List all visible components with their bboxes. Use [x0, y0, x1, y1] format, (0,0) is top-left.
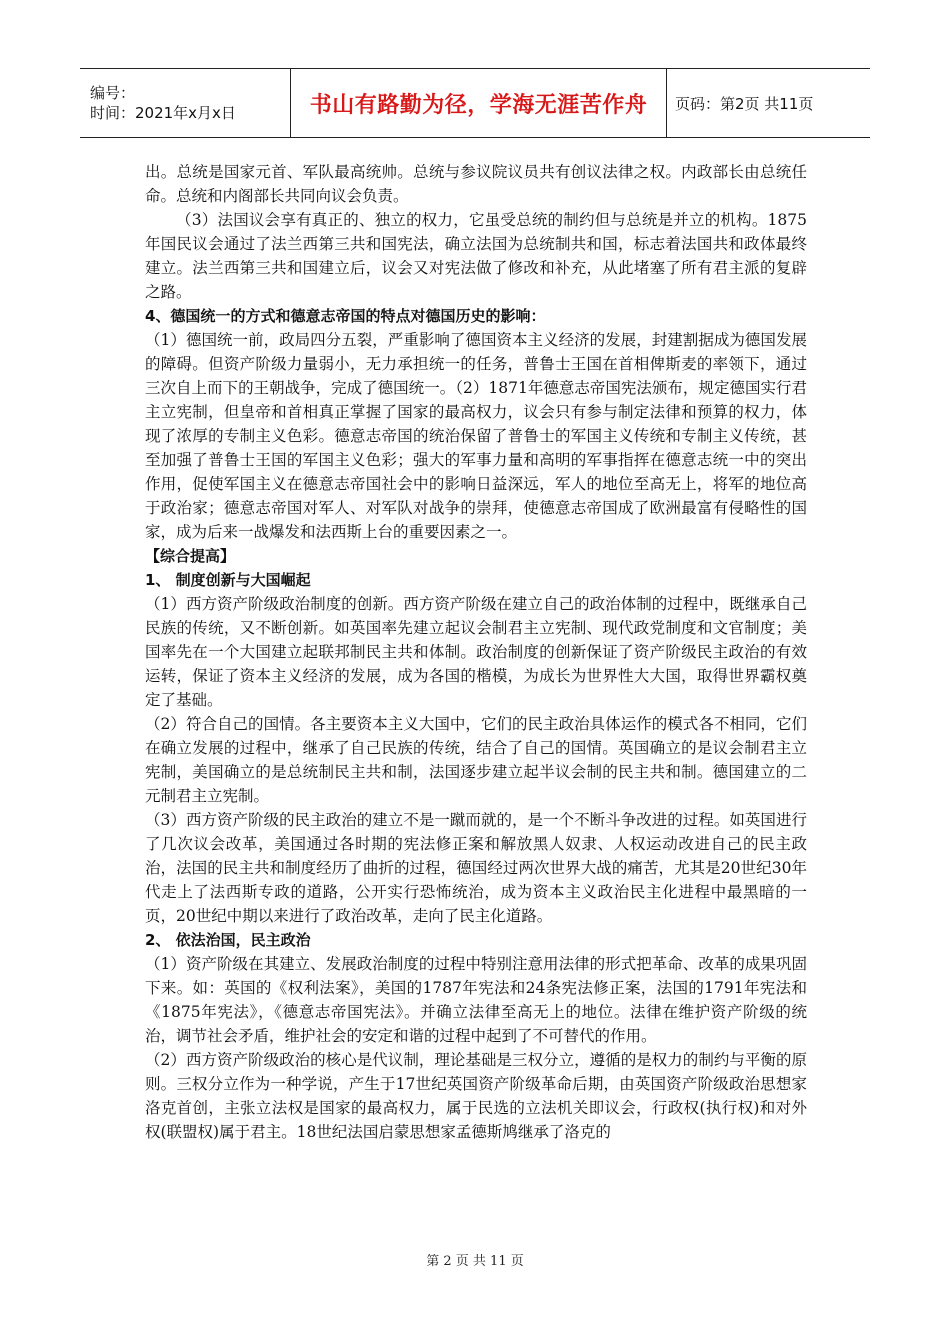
paragraph: （3）法国议会享有真正的、独立的权力，它虽受总统的制约但与总统是并立的机构。1875年国民议会通过了法兰西第三共和国宪法，确立法国为总统制共和国，标志着法国共和政体最终建立。法兰西第三共和国建立后，议会又对宪法做了修改和补充，从此堵塞了所有君主派的复辟之路。: [145, 211, 807, 301]
page-footer: 第 2 页 共 11 页: [426, 1254, 524, 1269]
paragraph: 出。总统是国家元首、军队最高统帅。总统与参议院议员共有创议法律之权。内政部长由总统任命。总统和内阁部长共同向议会负责。: [145, 163, 807, 205]
section-heading: 2、 依法治国，民主政治: [145, 931, 311, 949]
paragraph: （2）西方资产阶级政治的核心是代议制，理论基础是三权分立，遵循的是权力的制约与平衡的原则。三权分立作为一种学说，产生于17世纪英国资产阶级革命后期，由英国资产阶级政治思想家洛克首创，主张立法权是国家的最高权力，属于民选的立法机关即议会，行政权(执行权)和对外权(联盟权)属于君主。18世纪法国启蒙思想家孟德斯鸠继承了洛克的: [145, 1051, 807, 1141]
number-label: 编号：: [90, 84, 136, 102]
section-heading: 1、 制度创新与大国崛起: [145, 571, 311, 589]
date-label: 时间：2021年x月x日: [90, 104, 236, 122]
paragraph: （1）西方资产阶级政治制度的创新。西方资产阶级在建立自己的政治体制的过程中，既继承自己民族的传统，又不断创新。如英国率先建立起议会制君主立宪制、现代政党制度和文官制度；美国率先在一个大国建立起联邦制民主共和体制。政治制度的创新保证了资产阶级民主政治的有效运转，保证了资本主义经济的发展，成为各国的楷模，为成长为世界性大大国，取得世界霸权奠定了基础。: [145, 595, 807, 709]
header-page-info: 页码：第2页 共11页: [675, 94, 814, 113]
document-body: [145, 160, 807, 1144]
paragraph: （1）德国统一前，政局四分五裂，严重影响了德国资本主义经济的发展，封建割据成为德国发展的障碍。但资产阶级力量弱小，无力承担统一的任务，普鲁士王国在首相俾斯麦的率领下，通过三次自上而下的王朝战争，完成了德国统一。（2）1871年德意志帝国宪法颁布，规定德国实行君主立宪制，但皇帝和首相真正掌握了国家的最高权力，议会只有参与制定法律和预算的权力，体现了浓厚的专制主义色彩。德意志帝国的统治保留了普鲁士的军国主义传统和专制主义传统，甚至加强了普鲁士王国的军国主义色彩；强大的军事力量和高明的军事指挥在德意志统一中的突出作用，促使军国主义在德意志帝国社会中的影响日益深远，军人的地位至高无上，将军的地位高于政治家；德意志帝国对军人、对军队对战争的崇拜，使德意志帝国成了欧洲最富有侵略性的国家，成为后来一战爆发和法西斯上台的重要因素之一。: [145, 331, 807, 541]
paragraph: （2）符合自己的国情。各主要资本主义大国中，它们的民主政治具体运作的模式各不相同，它们在确立发展的过程中，继承了自己民族的传统，结合了自己的国情。英国确立的是议会制君主立宪制，美国确立的是总统制民主共和制，法国逐步建立起半议会制的民主共和制。德国建立的二元制君主立宪制。: [145, 715, 807, 805]
paragraph: （3）西方资产阶级的民主政治的建立不是一蹴而就的，是一个不断斗争改进的过程。如英国进行了几次议会改革，美国通过各时期的宪法修正案和解放黑人奴隶、人权运动改进自己的民主政治，法国的民主共和制度经历了曲折的过程，德国经过两次世界大战的痛苦，尤其是20世纪30年代走上了法西斯专政的道路，公开实行恐怖统治，成为资本主义政治民主化进程中最黑暗的一页，20世纪中期以来进行了政治改革，走向了民主化道路。: [145, 811, 807, 925]
section-heading: 【综合提高】: [145, 547, 236, 565]
header-motto-cell: [291, 69, 667, 138]
header-motto: 书山有路勤为径，学海无涯苦作舟: [309, 92, 648, 118]
header-meta: [80, 69, 291, 138]
section-heading: 4、德国统一的方式和德意志帝国的特点对德国历史的影响：: [145, 307, 546, 325]
paragraph: （1）资产阶级在其建立、发展政治制度的过程中特别注意用法律的形式把革命、改革的成果巩固下来。如：英国的《权利法案》，美国的1787年宪法和24条宪法修正案，法国的1791年宪法和《1875年宪法》，《德意志帝国宪法》。并确立法律至高无上的地位。法律在维护资产阶级的统治，调节社会矛盾，维护社会的安定和谐的过程中起到了不可替代的作用。: [145, 955, 807, 1045]
page-header: [80, 68, 870, 138]
